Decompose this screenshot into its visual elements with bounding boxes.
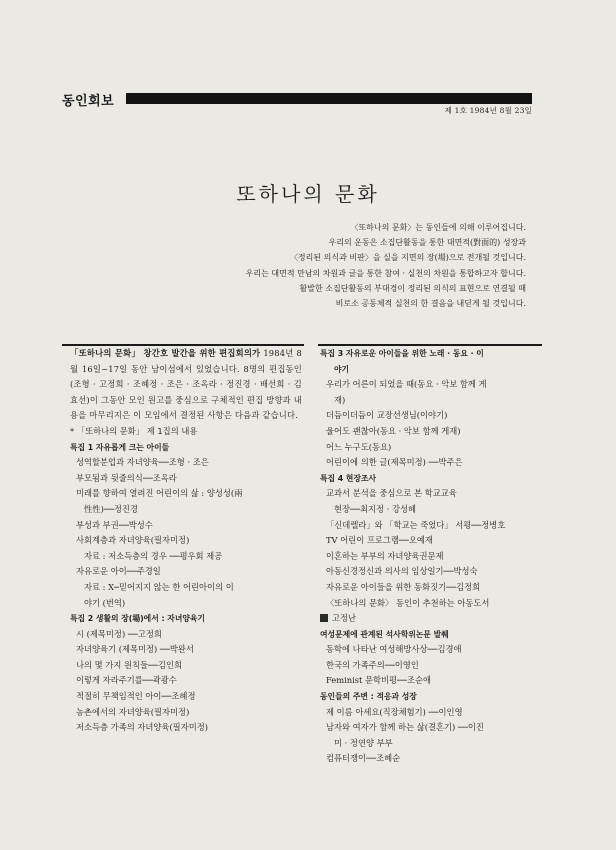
contents-item-text: 「신데렐라」와 「학교는 죽었다」 서평──정병호 xyxy=(326,519,506,530)
contents-item xyxy=(320,549,545,565)
contents-item-text: 저소득층 가족의 자녀양육(필자미정) xyxy=(76,722,208,733)
contents-item-text: 특집 2 생활의 장(場)에서 : 자녀양육기 xyxy=(70,614,205,624)
contents-item-text: 울어도 괜찮아(동요 · 악보 함께 게재) xyxy=(326,425,461,436)
contents-item-text: 나의 몇 가지 원칙들──김인희 xyxy=(76,659,183,670)
contents-item xyxy=(320,486,545,502)
issue-date: 제 1호 1984년 8월 23일 xyxy=(444,106,532,115)
contents-item-text: TV 어린이 프로그램──오예재 xyxy=(326,535,433,546)
contents-item-text: 특집 3 자유로운 아이들을 위한 노래 · 동요 · 이 xyxy=(320,349,484,358)
contents-item-text: 자유로운 아이──주경일 xyxy=(76,566,161,577)
contents-item xyxy=(320,564,545,580)
intro-line: 〈또하나의 문화〉는 동인들에 의해 이루어집니다. xyxy=(350,223,526,232)
contents-item xyxy=(70,486,302,502)
contents-item-text: 어린이에 의한 글(제목미정) ──박주은 xyxy=(326,457,463,468)
contents-item xyxy=(320,502,545,518)
contents-item xyxy=(320,736,545,752)
contents-item xyxy=(70,642,302,658)
header-rule-bar xyxy=(126,93,532,104)
contents-item-text: 性性)──정진경 xyxy=(84,503,138,514)
contents-item xyxy=(320,642,545,658)
intro-line: 활발한 소집단활동의 부대경이 정리된 의식의 표현으로 연결될 때 xyxy=(299,283,526,293)
contents-item-text: 〈또하나의 문화〉 동인이 추천하는 아동도서 xyxy=(326,597,490,608)
contents-item-text: 교과서 분석을 중심으로 본 학교교육 xyxy=(326,488,457,499)
contents-item xyxy=(320,658,545,674)
contents-item-text: 현장──최지정 · 강성혜 xyxy=(334,503,417,514)
contents-item xyxy=(70,564,302,580)
contents-item xyxy=(320,580,545,596)
section-heading xyxy=(320,471,545,487)
contents-item xyxy=(70,471,302,487)
contents-item xyxy=(70,502,302,518)
contents-item-text: 여성문제에 관계된 석사학위논문 발췌 xyxy=(320,629,449,639)
contents-item-text: 고정난 xyxy=(332,613,357,624)
contents-item xyxy=(320,377,545,393)
contents-item xyxy=(70,689,302,705)
contents-item xyxy=(320,720,545,736)
contents-item-text: 자유로운 아이들을 위한 동화짓기──김정희 xyxy=(326,581,481,592)
section-heading xyxy=(320,689,545,705)
section-heading xyxy=(320,627,545,643)
contents-item-text: 부모됨과 뒷줄의식──조옥라 xyxy=(76,472,177,483)
contents-item xyxy=(320,408,545,424)
section-heading xyxy=(320,346,545,362)
contents-item xyxy=(320,596,545,612)
contents-item-text: 농촌에서의 자녀양육(필자미정) xyxy=(76,706,190,717)
contents-item-text: 어느 누구도(동요) xyxy=(326,441,392,452)
meeting-paragraph xyxy=(70,346,302,424)
contents-item-text: 이혼하는 부부의 자녀양육권문제 xyxy=(326,550,444,561)
contents-item xyxy=(320,751,545,767)
contents-item-text: 부성과 부권──박성수 xyxy=(76,519,153,530)
contents-item-text: 동학에 나타난 여성해방사상──김경애 xyxy=(326,644,462,655)
contents-item xyxy=(70,533,302,549)
left-column xyxy=(70,346,302,736)
contents-item-text: 제 이름 아세요(직장체험기) ──이인영 xyxy=(326,706,463,717)
contents-item-text: 성역할분업과 자녀양육──조형 · 조은 xyxy=(76,457,209,468)
contents-item xyxy=(70,720,302,736)
contents-item-text: 한국의 가족주의──이영인 xyxy=(326,659,419,670)
contents-item xyxy=(70,673,302,689)
section-heading xyxy=(70,440,302,456)
contents-item-text: 자료 : X─믿어지지 않는 한 어린아이의 이 xyxy=(84,581,234,592)
contents-item xyxy=(320,533,545,549)
contents-item-text: 적절히 무책임적인 아이──조혜정 xyxy=(76,691,196,702)
contents-item xyxy=(70,705,302,721)
contents-item xyxy=(70,580,302,596)
section-heading xyxy=(320,362,545,378)
contents-item-text: 사회계층과 자녀양육(필자미정) xyxy=(76,535,190,546)
intro-line: 비로소 공동체적 실천의 한 결음을 내딛게 될 것입니다. xyxy=(335,299,526,309)
intro-line: 우리는 대면적 만남의 차원과 글을 통한 참여 · 실천의 차원을 통합하고자 합니다. xyxy=(245,268,526,278)
contents-item xyxy=(320,424,545,440)
contents-item-text: 야기 xyxy=(334,364,350,374)
contents-item-text: 컴퓨터쟁이──조혜순 xyxy=(326,753,401,764)
contents-item xyxy=(320,673,545,689)
contents-item-text: 아동신경정신과 의사의 임상일기──박성숙 xyxy=(326,566,478,577)
intro-statement xyxy=(166,220,526,311)
intro-line: 우리의 운동은 소집단활동을 통한 대면적(對面的) 성장과 xyxy=(328,238,526,248)
contents-item-text: 시 (제목미정) ──고정희 xyxy=(76,628,162,639)
contents-item xyxy=(320,455,545,471)
contents-item xyxy=(320,518,545,534)
contents-item-text: Feminist 문학비평──조순애 xyxy=(326,675,432,686)
contents-item-text: 미래를 향하여 열려진 어린이의 삶 : 양성성(兩 xyxy=(76,488,243,499)
contents-item-text: 동인들의 주변 : 적응과 성장 xyxy=(320,692,417,702)
contents-item xyxy=(320,705,545,721)
contents-item xyxy=(320,440,545,456)
contents-item-text: 남자와 여자가 함께 하는 삶(결혼기) ──이진 xyxy=(326,722,484,733)
left-contents-list xyxy=(70,440,302,736)
contents-item xyxy=(70,596,302,612)
section-heading xyxy=(70,611,302,627)
contents-item-text: 자녀양육기 (제목미정) ──박완서 xyxy=(76,644,194,655)
section-heading-fixed xyxy=(320,611,545,627)
contents-item-text: 미 · 정연양 부부 xyxy=(334,737,393,748)
contents-item-text: 우리가 어른이 되었을 때(동요 · 악보 함께 게 xyxy=(326,379,487,390)
newsletter-title: 동인회보 xyxy=(62,94,115,109)
contents-item-text: 특집 1 자유롭게 크는 아이들 xyxy=(70,442,170,452)
contents-item-text: 재) xyxy=(334,394,346,405)
contents-item xyxy=(70,455,302,471)
contents-item xyxy=(70,658,302,674)
contents-item-text: 더듬이더듬이 교장선생님(이야기) xyxy=(326,410,448,421)
contents-item-text: 야기 (번역) xyxy=(84,597,126,608)
contents-item-text: 자료 : 저소득층의 경우 ──평우회 제공 xyxy=(84,550,223,561)
paragraph-body: 1984년 8월 16일~17일 동안 남이섬에서 있었습니다. 8명의 편집동인(조형 · 고정희 · 조혜정 · 조은 · 조옥라 · 정진경 · 배선희 · 김효선)이 그동안 모인 원고를 중심으로 구체적인 편집 방향과 내용을 마무리지은 이 모임에서 결정된 사항은 다음과 같습니다. xyxy=(70,348,302,421)
right-contents-list xyxy=(320,346,545,767)
intro-line: 〈정리된 의식과 비판〉을 실을 지면의 장(場)으로 전개될 것입니다. xyxy=(289,253,526,263)
right-column xyxy=(320,346,545,767)
contents-item xyxy=(70,627,302,643)
contents-item-text: 특집 4 현장조사 xyxy=(320,473,377,483)
contents-heading: * 「또하나의 문화」 제 1집의 내용 xyxy=(70,425,198,436)
contents-item xyxy=(70,518,302,534)
contents-item-text: 이렇게 자라주기를──곽광수 xyxy=(76,675,177,686)
contents-item xyxy=(70,549,302,565)
contents-item xyxy=(320,393,545,409)
document-title: 또하나의 문화 xyxy=(236,182,380,207)
square-icon xyxy=(320,614,328,622)
paragraph-heading: 「또하나의 문화」 창간호 발간을 위한 편집회의가 xyxy=(70,348,261,358)
